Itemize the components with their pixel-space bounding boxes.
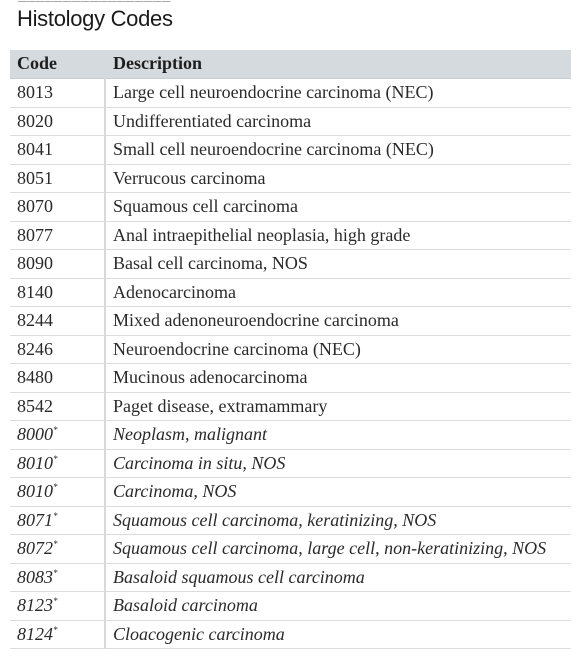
table-row [10, 478, 571, 507]
code-cell [10, 421, 105, 450]
code-value: 8010 [17, 481, 53, 501]
code-cell [10, 107, 105, 136]
description-cell: Basal cell carcinoma, NOS [105, 250, 571, 279]
table-row [10, 79, 571, 108]
description-cell: Mucinous adenocarcinoma [105, 364, 571, 393]
description-cell: Large cell neuroendocrine carcinoma (NEC) [105, 79, 571, 108]
code-cell [10, 278, 105, 307]
code-cell [10, 449, 105, 478]
footnote-marker: * [53, 482, 58, 492]
code-value: 8020 [17, 110, 53, 131]
table-row [10, 278, 571, 307]
code-cell [10, 392, 105, 421]
code-value: 8013 [17, 82, 53, 102]
code-value: 8140 [17, 281, 53, 302]
table-row [10, 506, 571, 535]
code-value: 8124 [17, 623, 53, 644]
code-cell [10, 193, 105, 222]
description-cell: Mixed adenoneuroendocrine carcinoma [105, 307, 571, 336]
description-cell: Paget disease, extramammary [105, 392, 571, 421]
code-cell [10, 307, 105, 336]
code-value: 8083 [17, 566, 53, 587]
description-cell: Neoplasm, malignant [105, 421, 571, 450]
description-cell: Neuroendocrine carcinoma (NEC) [105, 335, 571, 364]
clipped-previous-text [18, 0, 258, 4]
table-body [10, 79, 571, 649]
code-value: 8072 [17, 538, 53, 558]
description-cell: Squamous cell carcinoma [105, 193, 571, 222]
description-cell: Anal intraepithelial neoplasia, high grade [105, 221, 571, 250]
table-row [10, 307, 571, 336]
description-cell: Small cell neuroendocrine carcinoma (NEC) [105, 136, 571, 165]
footnote-marker: * [53, 596, 58, 606]
description-cell: Basaloid squamous cell carcinoma [105, 563, 571, 592]
table-row [10, 392, 571, 421]
table-row [10, 136, 571, 165]
code-value: 8123 [17, 595, 53, 615]
footnote-marker: * [53, 567, 58, 578]
code-cell [10, 79, 105, 108]
column-header-code: Code [10, 50, 105, 79]
description-cell: Adenocarcinoma [105, 278, 571, 307]
code-value: 8480 [17, 367, 53, 387]
page-title: Histology Codes [17, 6, 173, 31]
table-row [10, 535, 571, 564]
footnote-marker: * [53, 539, 58, 549]
code-cell [10, 136, 105, 165]
code-cell [10, 250, 105, 279]
table-row [10, 421, 571, 450]
table-row [10, 250, 571, 279]
code-cell [10, 221, 105, 250]
footnote-marker: * [53, 624, 58, 635]
description-cell: Squamous cell carcinoma, large cell, non-keratinizing, NOS [105, 535, 571, 564]
description-cell: Carcinoma in situ, NOS [105, 449, 571, 478]
code-value: 8077 [17, 224, 53, 245]
code-value: 8000 [17, 424, 53, 444]
code-cell [10, 592, 105, 621]
table-row [10, 592, 571, 621]
column-header-description: Description [105, 50, 571, 79]
code-value: 8010 [17, 452, 53, 473]
code-cell [10, 620, 105, 649]
code-cell [10, 164, 105, 193]
table-row [10, 449, 571, 478]
code-value: 8246 [17, 338, 53, 359]
code-value: 8070 [17, 196, 53, 216]
code-cell [10, 506, 105, 535]
code-value: 8090 [17, 253, 53, 273]
footnote-marker: * [53, 425, 58, 435]
table-row [10, 221, 571, 250]
code-value: 8051 [17, 167, 53, 188]
code-cell [10, 364, 105, 393]
description-cell: Basaloid carcinoma [105, 592, 571, 621]
description-cell: Squamous cell carcinoma, keratinizing, NOS [105, 506, 571, 535]
table-row [10, 620, 571, 649]
table-row [10, 193, 571, 222]
description-cell: Undifferentiated carcinoma [105, 107, 571, 136]
table-row [10, 335, 571, 364]
footnote-marker: * [53, 453, 58, 464]
description-cell: Cloacogenic carcinoma [105, 620, 571, 649]
footnote-marker: * [53, 510, 58, 521]
code-value: 8041 [17, 139, 53, 159]
code-value: 8542 [17, 395, 53, 416]
histology-codes-table [10, 50, 571, 649]
table-header-row [10, 50, 571, 79]
code-cell [10, 535, 105, 564]
description-cell: Verrucous carcinoma [105, 164, 571, 193]
table-row [10, 563, 571, 592]
code-cell [10, 478, 105, 507]
code-value: 8244 [17, 310, 53, 330]
table-row [10, 107, 571, 136]
code-cell [10, 563, 105, 592]
description-cell: Carcinoma, NOS [105, 478, 571, 507]
code-cell [10, 335, 105, 364]
table-row [10, 364, 571, 393]
code-value: 8071 [17, 509, 53, 530]
table-row [10, 164, 571, 193]
